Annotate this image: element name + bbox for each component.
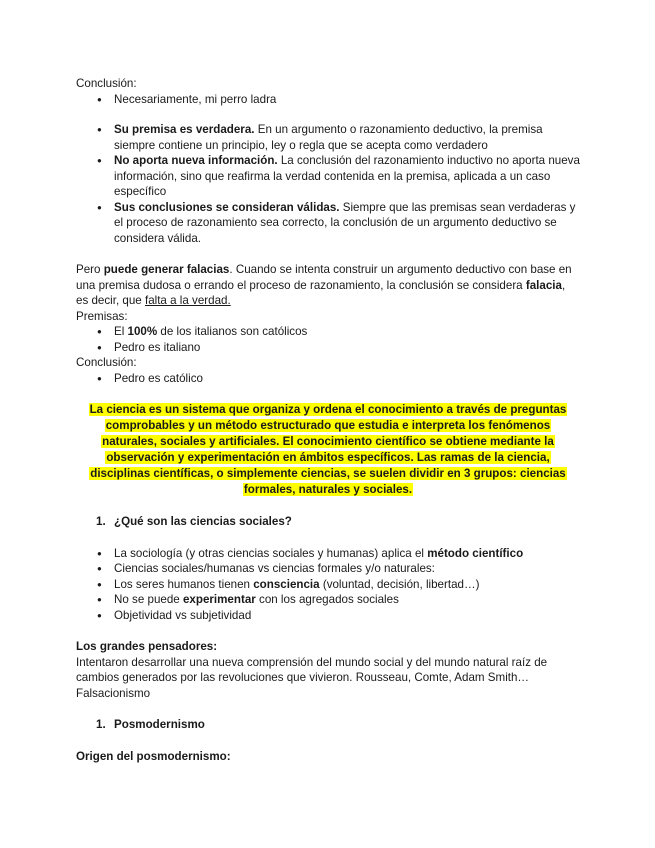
feature-title: Sus conclusiones se consideran válidas. xyxy=(114,200,340,214)
bold-run: puede generar falacias xyxy=(103,263,230,276)
bold-run: método científico xyxy=(427,546,524,560)
underlined-run: falta a la verdad. xyxy=(144,294,231,307)
list-number: 1. xyxy=(96,515,106,528)
conclusion-list xyxy=(76,371,580,387)
highlight-line: La ciencia es un sistema que organiza y ordena el conocimiento a través de preguntas xyxy=(89,403,567,416)
list-item: ● Objetividad vs subjetividad xyxy=(76,608,580,624)
feature-title: No aporta nueva información. xyxy=(114,154,278,167)
list-number: 1. xyxy=(96,718,106,731)
heading-text: Posmodernismo xyxy=(114,718,205,731)
list-item: ● Ciencias sociales/humanas vs ciencias formales y/o naturales: xyxy=(76,561,580,577)
list-item: ● Necesariamente, mi perro ladra xyxy=(76,92,580,108)
premisas-label: Premisas: xyxy=(76,309,128,323)
feature-title: Su premisa es verdadera. xyxy=(114,123,255,136)
list-item xyxy=(76,122,580,153)
bold-run: falacia xyxy=(525,278,562,292)
highlight-line: naturales, sociales y artificiales. El conocimiento científico se obtiene mediante la xyxy=(102,435,554,448)
heading-text: ¿Qué son las ciencias sociales? xyxy=(114,515,292,528)
bold-run: 100% xyxy=(127,325,158,338)
highlight-line: observación y experimentación en ámbitos específicos. Las ramas de la ciencia, xyxy=(106,451,550,464)
feature-text: Siempre que las premisas sean verdaderas y el proceso de razonamiento sea correcto, la conclusión de un argumento deductivo se considera válida. xyxy=(114,200,576,245)
text-run: de los italianos son católicos xyxy=(157,325,308,338)
deductive-features-list xyxy=(76,122,580,246)
section-heading-social-sciences xyxy=(76,514,580,530)
thinkers-heading: Los grandes pensadores: xyxy=(76,640,218,653)
list-item xyxy=(76,577,580,593)
highlight-line: disciplinas científicas, o simplemente ciencias, se suelen dividir en 3 grupos: ciencias xyxy=(90,467,566,480)
list-item xyxy=(76,200,580,247)
feature-text: En un argumento o razonamiento deductivo, la premisa siempre contiene un principio, ley o regla que se acepta como verdadero xyxy=(114,123,543,152)
postmodernism-origin-heading: Origen del posmodernismo: xyxy=(76,749,231,763)
text-run: Pero xyxy=(76,263,104,276)
list-item xyxy=(76,324,580,340)
list-item: ● Pedro es italiano xyxy=(76,340,580,356)
highlighted-definition xyxy=(76,402,580,498)
document-page xyxy=(76,76,580,764)
list-item xyxy=(76,153,580,200)
text-run: , es decir, que xyxy=(76,278,566,307)
text-run: Los seres humanos tienen xyxy=(114,577,254,591)
highlight-line: formales, naturales y sociales. xyxy=(243,483,413,496)
feature-text: La conclusión del razonamiento inductivo no aporta nueva información, sino que reafirma la verdad contenida en la premisa, aplicada a un caso específico xyxy=(114,154,580,198)
list-item xyxy=(76,592,580,608)
list-item: ● Pedro es católico xyxy=(76,371,580,387)
conclusion-label: Conclusión: xyxy=(76,356,137,369)
text-run: El xyxy=(114,325,128,338)
bold-run: experimentar xyxy=(182,593,256,606)
text-run: La sociología (y otras ciencias sociales y humanas) aplica el xyxy=(114,546,428,560)
thinkers-paragraph: Intentaron desarrollar una nueva comprensión del mundo social y del mundo natural raíz de cambios generados por las revoluciones que vivieron. Rousseau, Comte, Adam Smith… Falsacionismo xyxy=(76,655,548,700)
conclusion-label: Conclusión: xyxy=(76,77,137,90)
section-heading-postmodernism xyxy=(76,717,580,733)
text-run: No se puede xyxy=(114,593,183,606)
text-run: (voluntad, decisión, libertad…) xyxy=(319,577,480,591)
premisas-list xyxy=(76,324,580,355)
bold-run: consciencia xyxy=(253,577,320,591)
fallacy-paragraph xyxy=(76,262,580,309)
social-sciences-list xyxy=(76,546,580,624)
text-run: . Cuando se intenta construir un argumento deductivo con base en una premisa dudosa o errando el proceso de razonamiento, la conclusión se considera xyxy=(76,263,572,292)
text-run: con los agregados sociales xyxy=(255,593,399,606)
list-item xyxy=(76,546,580,562)
highlight-line: comprobables y un método estructurado que estudia e interpreta los fenómenos xyxy=(105,419,551,432)
conclusion-list xyxy=(76,92,580,108)
